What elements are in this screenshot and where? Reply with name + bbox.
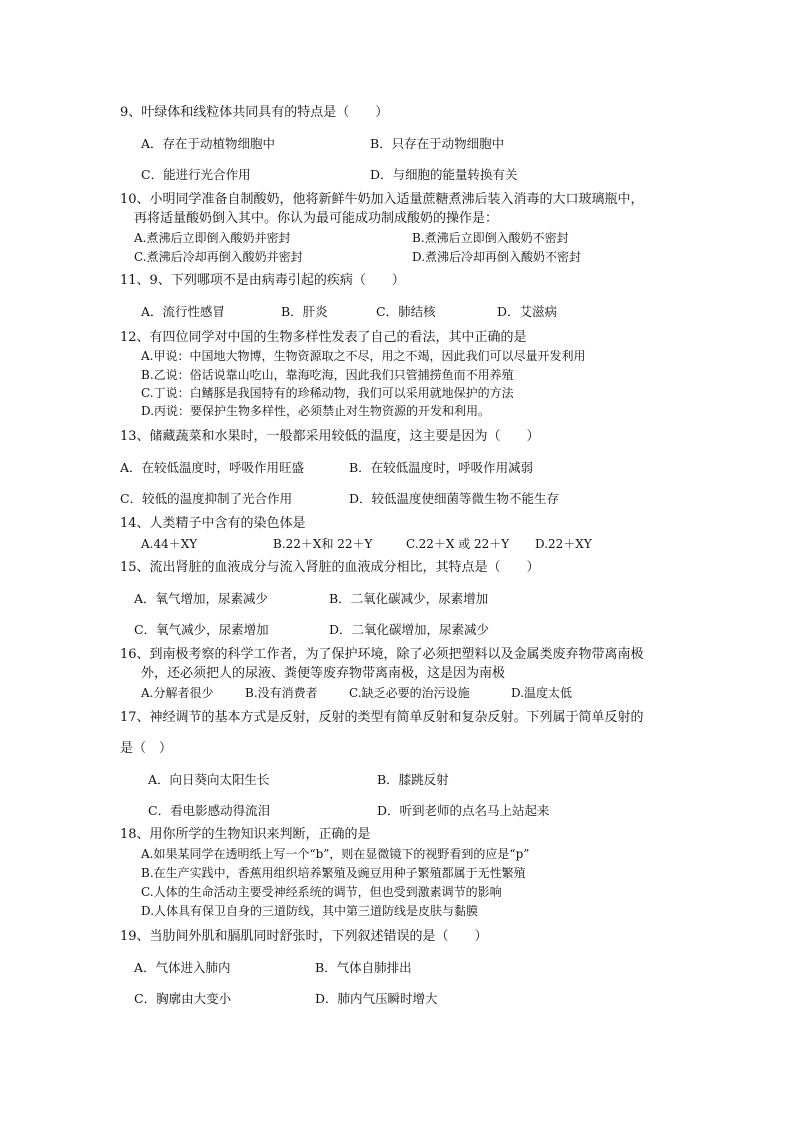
q11-option-b: B．肝炎 — [281, 304, 328, 319]
q15-option-a: A．氧气增加，尿素减少 — [134, 591, 269, 606]
q18-option-a: A.如果某同学在透明纸上写一个“b”，则在显微镜下的视野看到的应是“p” — [141, 847, 530, 861]
q18-option-c: C.人体的生命活动主要受神经系统的调节，但也受到激素调节的影响 — [141, 885, 502, 899]
q10-option-d: D.煮沸后冷却再倒入酸奶不密封 — [412, 250, 582, 264]
q14-option-c: C.22＋X 或 22＋Y — [406, 537, 510, 551]
q14-option-d: D.22＋XY — [535, 537, 592, 551]
q16-option-b: B.没有消费者 — [245, 686, 318, 700]
q10-stem-line2: 再将适量酸奶倒入其中。你认为最可能成功制成酸奶的操作是： — [134, 211, 499, 226]
q14-option-a: A.44＋XY — [141, 537, 198, 551]
q19-option-b: B．气体自肺排出 — [315, 960, 412, 975]
q9-option-d: D．与细胞的能量转换有关 — [370, 167, 518, 182]
q19-option-c: C．胸廓由大变小 — [134, 991, 232, 1006]
q17-option-c: C．看电影感动得流泪 — [148, 803, 271, 818]
q15-option-b: B．二氧化碳减少，尿素增加 — [329, 591, 489, 606]
q18-option-d: D.人体具有保卫自身的三道防线，其中第三道防线是皮肤与黏膜 — [141, 904, 479, 918]
q11-option-c: C．肺结核 — [376, 304, 436, 319]
q10-option-a: A.煮沸后立即倒入酸奶并密封 — [134, 231, 291, 245]
q16-stem-line2: 外，还必须把人的尿液、粪便等废弃物带离南极，这是因为南极 — [141, 666, 506, 681]
q17-option-b: B．膝跳反射 — [377, 772, 449, 787]
q11-option-a: A．流行性感冒 — [141, 304, 226, 319]
q13-option-d: D．较低温度使细菌等微生物不能生存 — [349, 491, 560, 506]
q13-option-a: A．在较低温度时，呼吸作用旺盛 — [120, 460, 305, 475]
q12-option-d: D.丙说：要保护生物多样性，必须禁止对生物资源的开发和利用。 — [141, 404, 491, 418]
q16-option-c: C.缺乏必要的治污设施 — [349, 686, 470, 700]
q19-stem: 19、当肋间外肌和膈肌同时舒张时，下列叙述错误的是（ ） — [120, 929, 488, 944]
q18-stem: 18、用你所学的生物知识来判断，正确的是 — [120, 827, 371, 842]
q17-option-a: A．向日葵向太阳生长 — [148, 772, 270, 787]
q11-stem: 11、9、下列哪项不是由病毒引起的疾病（ ） — [120, 273, 405, 288]
q13-option-c: C．较低的温度抑制了光合作用 — [120, 491, 293, 506]
q15-stem: 15、流出肾脏的血液成分与流入肾脏的血液成分相比，其特点是（ ） — [120, 560, 540, 575]
q16-stem-line1: 16、到南极考察的科学工作者，为了保护环境，除了必须把塑料以及金属类废弃物带离南极 — [120, 647, 644, 662]
q12-option-a: A.甲说：中国地大物博，生物资源取之不尽，用之不竭，因此我们可以尽量开发利用 — [141, 349, 586, 363]
q17-option-d: D．听到老师的点名马上站起来 — [377, 803, 550, 818]
q9-option-c: C．能进行光合作用 — [141, 167, 251, 182]
q14-stem: 14、人类精子中含有的染色体是 — [120, 516, 306, 531]
q9-option-b: B．只存在于动物细胞中 — [370, 136, 505, 151]
q12-option-c: C.丁说：白鳍豚是我国特有的珍稀动物，我们可以采用就地保护的方法 — [141, 386, 514, 400]
q15-option-d: D．二氧化碳增加，尿素减少 — [329, 622, 490, 637]
q18-option-b: B.在生产实践中，香蕉用组织培养繁殖及豌豆用种子繁殖都属于无性繁殖 — [141, 866, 526, 880]
q10-stem-line1: 10、小明同学准备自制酸奶，他将新鲜牛奶加入适量蔗糖煮沸后装入消毒的大口玻璃瓶中， — [120, 192, 644, 207]
q16-option-a: A.分解者很少 — [141, 686, 214, 700]
q16-option-d: D.温度太低 — [511, 686, 573, 700]
q13-option-b: B．在较低温度时，呼吸作用减弱 — [349, 460, 534, 475]
q17-stem-line2: 是（ ） — [120, 741, 173, 756]
q14-option-b: B.22＋X和 22＋Y — [273, 537, 373, 551]
q10-option-b: B.煮沸后立即倒入酸奶不密封 — [412, 231, 569, 245]
q12-option-b: B.乙说：俗话说靠山吃山，靠海吃海，因此我们只管捕捞鱼而不用养殖 — [141, 368, 514, 382]
q9-stem: 9、叶绿体和线粒体共同具有的特点是（ ） — [120, 105, 389, 120]
q10-option-c: C.煮沸后冷却再倒入酸奶并密封 — [134, 250, 303, 264]
q12-stem: 12、有四位同学对中国的生物多样性发表了自己的看法，其中正确的是 — [120, 330, 527, 345]
q11-option-d: D．艾滋病 — [497, 304, 558, 319]
q9-option-a: A．存在于动植物细胞中 — [141, 136, 276, 151]
q17-stem-line1: 17、神经调节的基本方式是反射，反射的类型有简单反射和复杂反射。下列属于简单反射的 — [120, 710, 644, 725]
q19-option-a: A．气体进入肺内 — [134, 960, 231, 975]
q19-option-d: D．肺内气压瞬时增大 — [315, 991, 438, 1006]
q15-option-c: C．氧气减少，尿素增加 — [134, 622, 269, 637]
q13-stem: 13、储藏蔬菜和水果时，一般都采用较低的温度，这主要是因为（ ） — [120, 429, 540, 444]
